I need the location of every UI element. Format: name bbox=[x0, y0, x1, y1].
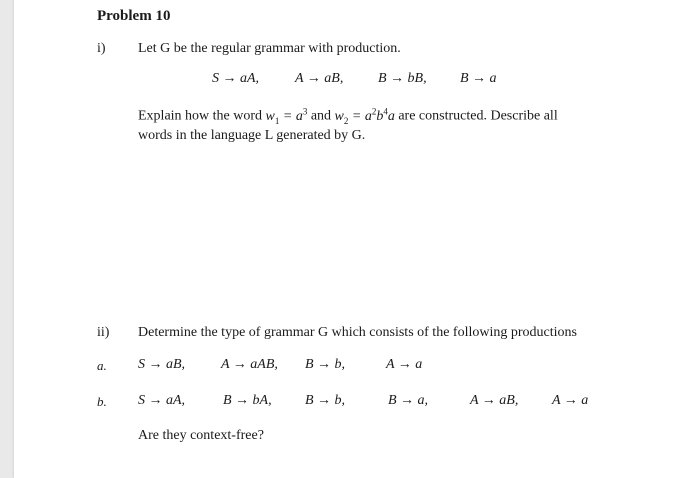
a-production-1: S → aB, bbox=[138, 357, 186, 372]
b-production-2: B → bA, bbox=[223, 393, 272, 408]
production-4: B → a bbox=[460, 71, 497, 86]
part-ii-closing-question: Are they context-free? bbox=[138, 428, 264, 443]
word-w2-definition: = $a^2b^4a$ bbox=[351, 106, 395, 124]
a-production-4: A → a bbox=[386, 357, 423, 372]
question-text-2: are constructed. Describe all bbox=[398, 108, 558, 124]
part-ii-a-label: a. bbox=[97, 358, 107, 373]
b-production-6: A → a bbox=[552, 393, 589, 408]
document-page bbox=[14, 0, 700, 478]
b-production-4: B → a, bbox=[388, 393, 429, 408]
part-i-question-line1 bbox=[138, 106, 558, 125]
word-w2: $w_2$ bbox=[334, 108, 349, 126]
b-production-3: B → b, bbox=[305, 393, 346, 408]
word-w1: $w_1$ bbox=[265, 108, 280, 126]
b-production-1: S → aA, bbox=[138, 393, 186, 408]
production-1: S → aA, bbox=[212, 71, 260, 86]
part-i-question-line2: words in the language L generated by G. bbox=[138, 128, 366, 143]
part-ii-intro: Determine the type of grammar G which consists of the following productions bbox=[138, 325, 577, 340]
production-2: A → aB, bbox=[295, 71, 344, 86]
b-production-5: A → aB, bbox=[470, 393, 519, 408]
problem-title: Problem 10 bbox=[97, 8, 171, 24]
word-w1-definition: = $a^3$ bbox=[282, 106, 308, 124]
question-text-1: Explain how the word bbox=[138, 108, 263, 124]
part-i-number: i) bbox=[97, 41, 106, 56]
production-3: B → bB, bbox=[378, 71, 427, 86]
part-ii-b-label: b. bbox=[97, 394, 107, 409]
a-production-2: A → aAB, bbox=[221, 357, 278, 372]
part-ii-number: ii) bbox=[97, 325, 110, 340]
question-and: and bbox=[310, 108, 332, 124]
part-i-intro: Let G be the regular grammar with production. bbox=[138, 41, 401, 56]
a-production-3: B → b, bbox=[305, 357, 346, 372]
